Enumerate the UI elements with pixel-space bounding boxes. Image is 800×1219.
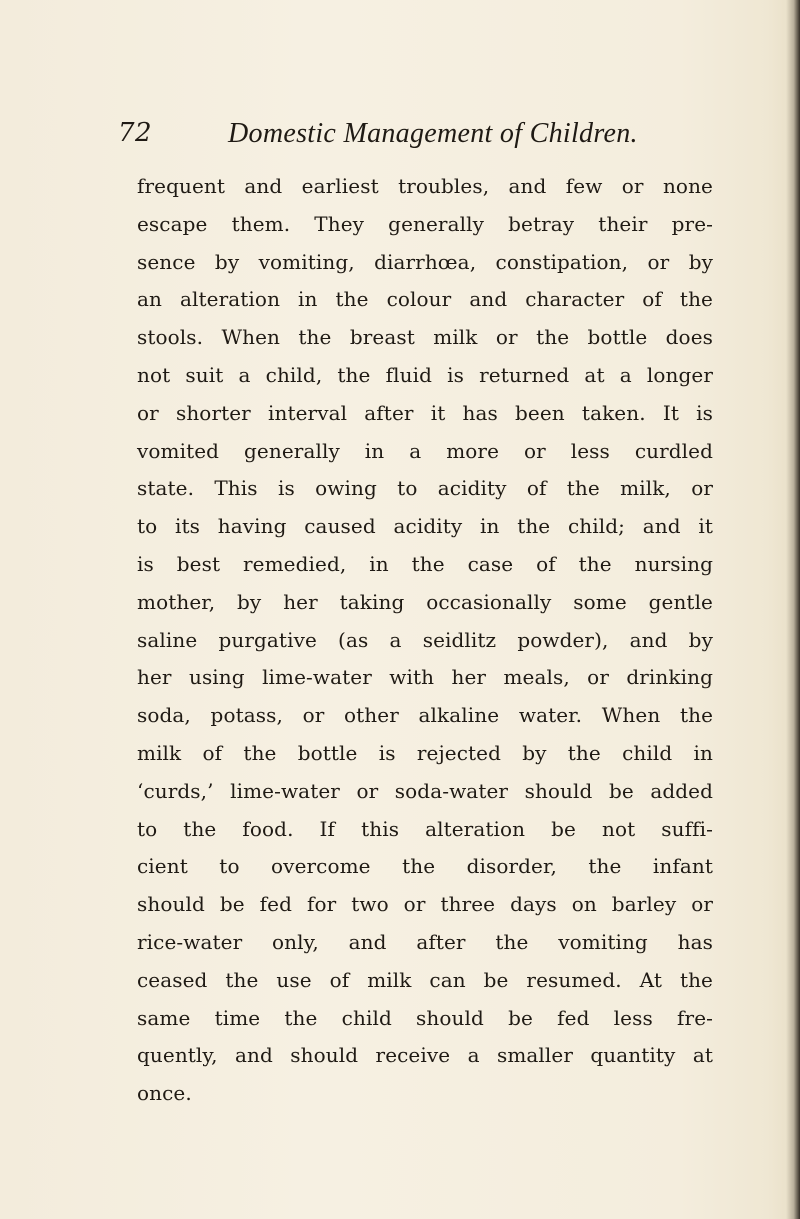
text-line: not suit a child, the fluid is returned at a longer xyxy=(137,362,713,387)
text-line: soda, potass, or other alkaline water. When the xyxy=(137,703,713,728)
page-edge-shadow xyxy=(786,0,800,1219)
text-line: is best remedied, in the case of the nursing xyxy=(137,551,713,576)
text-line: to the food. If this alteration be not suffi- xyxy=(137,816,713,841)
text-line: stools. When the breast milk or the bottle does xyxy=(137,325,713,350)
running-title: Domestic Management of Children. xyxy=(228,118,638,149)
text-line: sence by vomiting, diarrhœa, constipation, or by xyxy=(137,249,713,274)
text-line: an alteration in the colour and character of the xyxy=(137,287,713,312)
text-line: escape them. They generally betray their pre- xyxy=(137,211,713,236)
text-line: rice-water only, and after the vomiting has xyxy=(137,929,713,954)
text-line: mother, by her taking occasionally some gentle xyxy=(137,589,713,614)
page-header xyxy=(118,118,718,158)
text-line: ‘curds,’ lime-water or soda-water should be added xyxy=(137,778,713,803)
text-line: frequent and earliest troubles, and few or none xyxy=(137,174,713,198)
text-line: her using lime-water with her meals, or drinking xyxy=(137,665,713,690)
text-line: or shorter interval after it has been taken. It is xyxy=(137,400,713,425)
text-line: should be fed for two or three days on barley or xyxy=(137,892,713,917)
body-paragraph xyxy=(137,168,713,1113)
text-line: vomited generally in a more or less curdled xyxy=(137,438,713,463)
text-line: ceased the use of milk can be resumed. At the xyxy=(137,967,713,992)
text-line: milk of the bottle is rejected by the child in xyxy=(137,740,713,765)
text-line: to its having caused acidity in the child; and it xyxy=(137,514,713,539)
text-line: saline purgative (as a seidlitz powder), and by xyxy=(137,627,713,652)
page-number: 72 xyxy=(118,118,153,148)
text-line: same time the child should be fed less fre- xyxy=(137,1005,713,1030)
text-line: once. xyxy=(137,1081,192,1106)
text-line: quently, and should receive a smaller quantity at xyxy=(137,1043,713,1068)
text-line: state. This is owing to acidity of the milk, or xyxy=(137,476,713,501)
text-line: cient to overcome the disorder, the infant xyxy=(137,854,713,879)
